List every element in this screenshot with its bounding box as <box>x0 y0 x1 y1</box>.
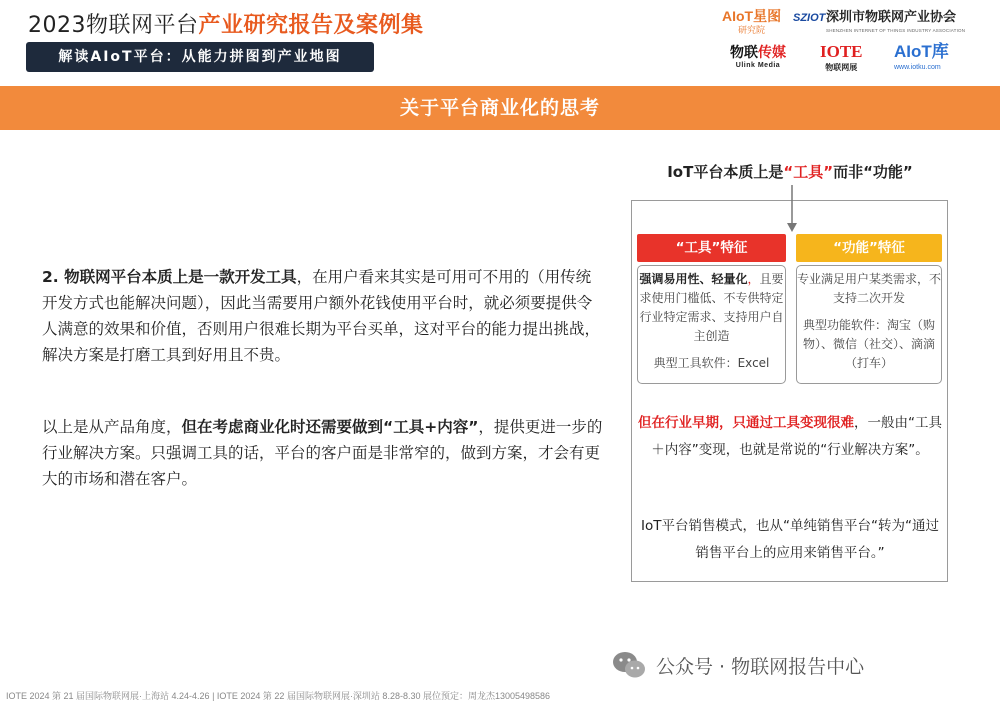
function-feature-card <box>796 265 942 384</box>
function-example: 典型功能软件：淘宝（购物）、微信（社交）、滴滴（打车） <box>802 318 935 370</box>
function-feature-tag: “功能”特征 <box>796 234 942 262</box>
association-logo: 深圳市物联网产业协会 SHENZHEN INTERNET OF THINGS INDUSTRY ASSOCIATION <box>826 9 966 33</box>
subtitle-banner: 解读AIoT平台：从能力拼图到产业地图 <box>26 42 374 72</box>
wechat-icon <box>612 650 646 680</box>
wechat-watermark <box>612 650 864 680</box>
iote-logo: IOTE 物联网展 <box>820 42 863 72</box>
paragraph-platform-tool: 2. 物联网平台本质上是一款开发工具，在用户看来其实是可用可不用的（用传统开发方式也能解决问题），因此当需要用户额外花钱使用平台时，就必须要提供令人满意的效果和价值，否则用户很难长期为平台买单，这对平台的能力提出挑战，解决方案是打磨工具到好用且不贵。 <box>42 268 601 364</box>
panel-heading: IoT平台本质上是“工具”而非“功能” <box>667 163 913 181</box>
tool-feature-desc: 强调易用性、轻量化，且要求使用门槛低、不专供特定行业特定需求、支持用户自主创造 <box>639 272 784 343</box>
sziot-logo: SZIOT <box>793 12 826 24</box>
aiotku-logo: AIoT库 www.iotku.com <box>894 42 949 71</box>
footer-exhibition-info: IOTE 2024 第 21 届国际物联网展·上海站 4.24-4.26 | IOTE 2024 第 22 届国际物联网展·深圳站 8.28-8.30 展位预定：周龙杰13005498586 <box>6 691 551 701</box>
function-feature-desc: 专业满足用户某类需求，不支持二次开发 <box>797 272 942 305</box>
paragraph-commercialization: 以上是从产品角度，但在考虑商业化时还需要做到“工具+内容”，提供更进一步的行业解决方案。只强调工具的话，平台的客户面是非常窄的，做到方案，才会有更大的市场和潜在客户。 <box>42 418 603 488</box>
panel-note-early-stage: 但在行业早期，只通过工具变现很难，一般由“工具＋内容”变现，也就是常说的“行业解决方案”。 <box>638 415 942 458</box>
tool-example: 典型工具软件：Excel <box>653 356 770 370</box>
tool-feature-tag: “工具”特征 <box>637 234 786 262</box>
aiot-institute-logo: AIoT星图 研究院 <box>722 8 782 35</box>
page-title: 2023物联网平台产业研究报告及案例集 <box>28 13 424 38</box>
section-title: 关于平台商业化的思考 <box>0 86 1000 130</box>
down-arrow-icon <box>786 185 798 233</box>
ulink-media-logo: 物联传媒 Ulink Media <box>730 44 786 69</box>
panel-note-sales-model: IoT平台销售模式，也从“单纯销售平台“转为“通过销售平台上的应用来销售平台。” <box>641 518 939 561</box>
tool-feature-card <box>637 265 786 384</box>
wechat-label: 公众号 · 物联网报告中心 <box>656 655 865 678</box>
